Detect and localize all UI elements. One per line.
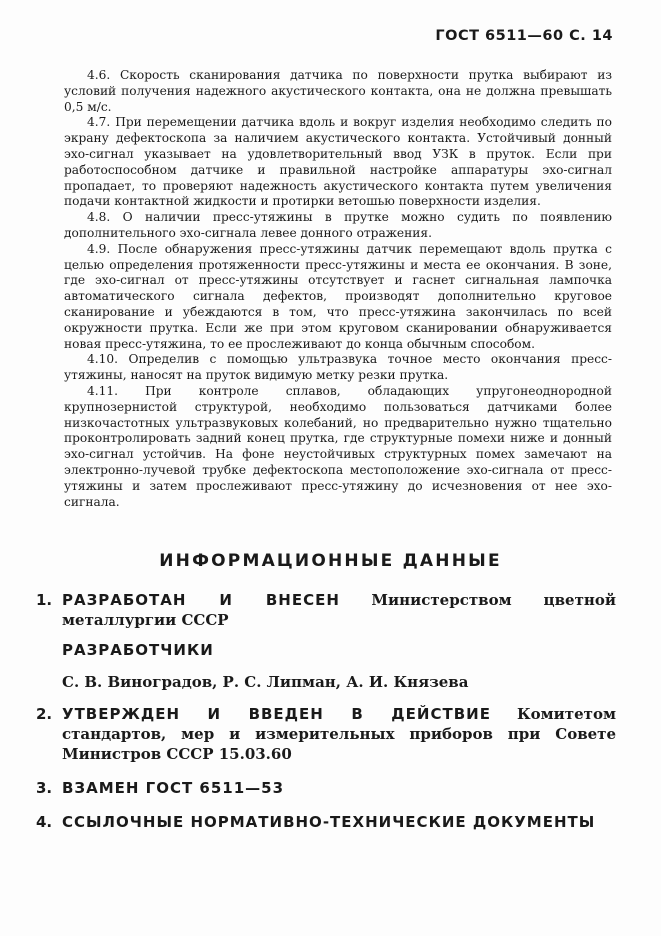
- info-section: [36, 590, 616, 832]
- paragraph-4-7: 4.7. При перемещении датчика вдоль и вокруг изделия необходимо следить по экрану дефектоскопа за наличием акустического контакта. Устойчивый донный эхо-сигнал указывает на удовлетворительный ввод УЗК в пруток. Если при работоспособном датчике и правильной настройке аппаратуры эхо-сигнал пропадает, то проверяют надежность акустического контакта путем увеличения подачи контактной жидкости и протирки ветошью поверхности изделия.: [64, 115, 612, 209]
- paragraph-4-11: 4.11. При контроле сплавов, обладающих упругонеоднородной крупнозернистой структурой, необходимо пользоваться датчиками более низкочастотных ультразвуковых колебаний, но предварительно нужно тщательно проконтролировать задний конец прутка, где структурные помехи ниже и донный эхо-сигнал устойчив. На фоне неустойчивых структурных помех замечают на электронно-лучевой трубке дефектоскопа местоположение эхо-сигнала от пресс-утяжины и затем прослеживают пресс-утяжину до исчезновения от нее эхо-сигнала.: [64, 383, 612, 509]
- info-item-replaces: [36, 778, 616, 798]
- item-number: 3.: [36, 779, 53, 797]
- item-heading: ВЗАМЕН ГОСТ 6511—53: [62, 779, 285, 797]
- paragraph-4-6: 4.6. Скорость сканирования датчика по поверхности прутка выбирают из условий получения надежного акустического контакта, она не должна превышать 0,5 м/с.: [64, 68, 612, 114]
- developers-names: С. В. Виноградов, Р. С. Липман, А. И. Князева: [62, 673, 469, 691]
- paragraph-4-8: 4.8. О наличии пресс-утяжины в прутке можно судить по появлению дополнительного эхо-сигнала левее донного отражения.: [64, 210, 612, 240]
- item-heading: УТВЕРЖДЕН И ВВЕДЕН В ДЕЙСТВИЕ: [62, 705, 491, 723]
- item-number: 1.: [36, 591, 53, 609]
- developers-label: РАЗРАБОТЧИКИ: [62, 641, 214, 659]
- item-heading: РАЗРАБОТАН И ВНЕСЕН: [62, 591, 340, 609]
- item-heading: ССЫЛОЧНЫЕ НОРМАТИВНО-ТЕХНИЧЕСКИЕ ДОКУМЕНТЫ: [62, 813, 596, 831]
- page-header: ГОСТ 6511—60 С. 14: [435, 28, 613, 44]
- item-text: Министерством цветной металлургии СССР: [62, 591, 616, 629]
- item-text: Комитетом стандартов, мер и измерительных приборов при Совете Министров СССР 15.03.60: [62, 705, 616, 763]
- item-number: 4.: [36, 813, 53, 831]
- body-text: [64, 68, 612, 510]
- paragraph-4-10: 4.10. Определив с помощью ультразвука точное место окончания пресс-утяжины, наносят на пруток видимую метку резки прутка.: [64, 352, 612, 383]
- info-item-references: [36, 812, 616, 832]
- item-number: 2.: [36, 705, 53, 723]
- info-section-title: ИНФОРМАЦИОННЫЕ ДАННЫЕ: [159, 551, 502, 571]
- paragraph-4-9: 4.9. После обнаружения пресс-утяжины датчик перемещают вдоль прутка с целью определения протяженности пресс-утяжины и места ее окончания. В зоне, где эхо-сигнал от пресс-утяжины отсутствует и гаснет сигнальная лампочка автоматического сигнала дефектов, производят дополнительно круговое сканирование и убеждаются в том, что пресс-утяжина закончилась по всей окружности прутка. Если же при этом круговом сканировании обнаруживается новая пресс-утяжина, то ее прослеживают до конца обычным способом.: [64, 241, 612, 351]
- info-item-developed: [36, 590, 616, 630]
- info-item-approved: [36, 704, 616, 764]
